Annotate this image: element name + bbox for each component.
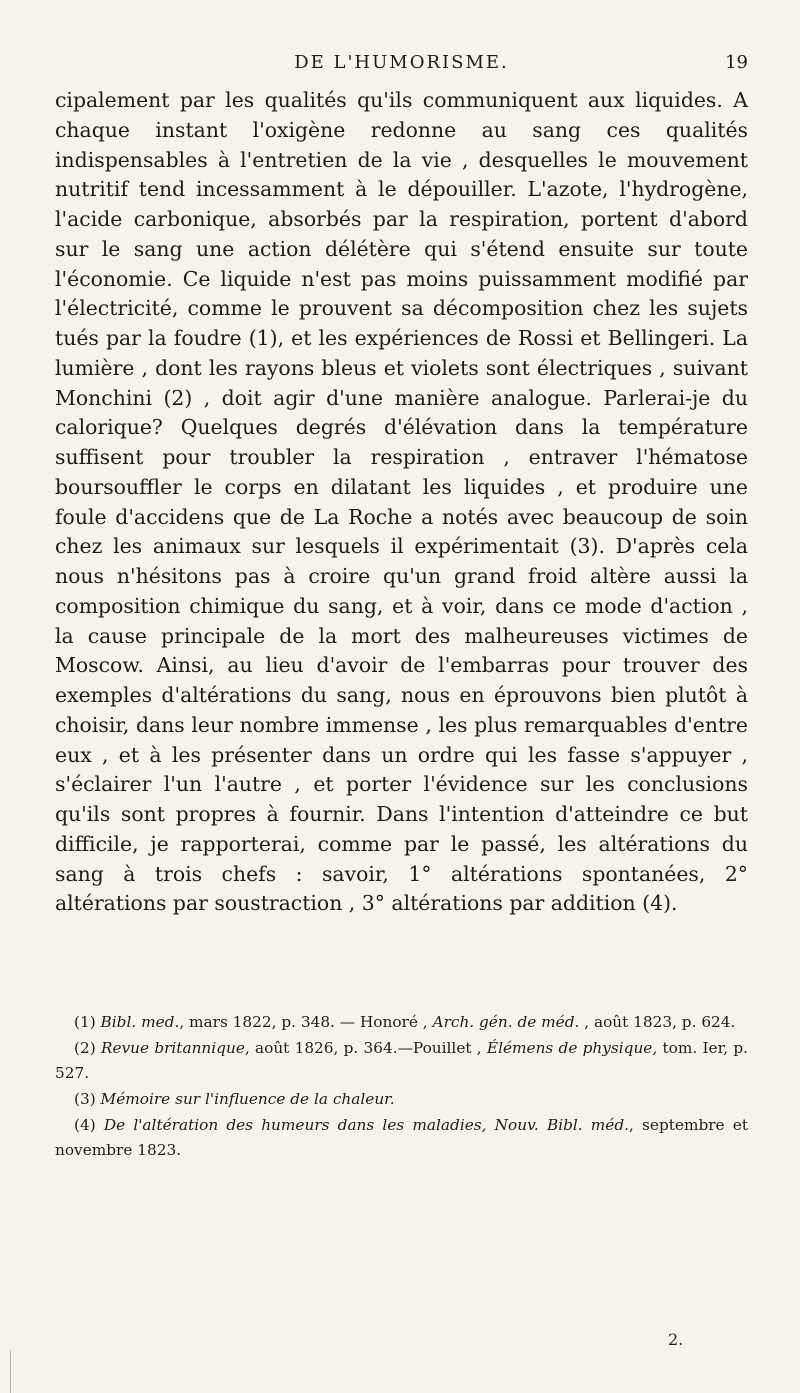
footnote-text: , mars 1822, p. 348. — Honoré ,: [179, 1013, 433, 1031]
footnote: [55, 1010, 748, 1035]
footnote-text: , septembre et novembre 1823.: [55, 1116, 748, 1159]
footnote-source: De l'altération des humeurs dans les maladies, Nouv. Bibl. méd.: [103, 1116, 630, 1134]
footnotes: [55, 1010, 748, 1164]
running-title: DE L'HUMORISME.: [294, 52, 509, 73]
running-head: [55, 52, 748, 80]
footnote-source: Élémens de physique,: [486, 1039, 658, 1057]
page-number: 19: [725, 52, 748, 73]
footnote: [55, 1113, 748, 1163]
footnote-source: Bibl. med.: [100, 1013, 180, 1031]
footnote-marker: (2): [74, 1039, 96, 1057]
footnote-marker: (1): [74, 1013, 96, 1031]
body-paragraph: cipalement par les qualités qu'ils communiquent aux liquides. A chaque instant l'oxigène redonne au sang ces qualités indispensables à l'entretien de la vie , desquelles le mouvement nutritif tend incessamment à le dépouiller. L'azote, l'hydrogène, l'acide carbonique, absorbés par la respiration, portent d'abord sur le sang une action délétère qui s'étend ensuite sur toute l'économie. Ce liquide n'est pas moins puissamment modifié par l'électricité, comme le prouvent sa décomposition chez les sujets tués par la foudre (1), et les expériences de Rossi et Bellingeri. La lumière , dont les rayons bleus et violets sont électriques , suivant Monchini (2) , doit agir d'une manière analogue. Parlerai-je du calorique? Quelques degrés d'élévation dans la température suffisent pour troubler la respiration , entraver l'hématose boursouffler le corps en dilatant les liquides , et produire une foule d'accidens que de La Roche a notés avec beaucoup de soin chez les animaux sur lesquels il expérimentait (3). D'après cela nous n'hésitons pas à croire qu'un grand froid altère aussi la composition chimique du sang, et à voir, dans ce mode d'action , la cause principale de la mort des malheureuses victimes de Moscow. Ainsi, au lieu d'avoir de l'embarras pour trouver des exemples d'altérations du sang, nous en éprouvons bien plutôt à choisir, dans leur nombre immense , les plus remarquables d'entre eux , et à les présenter dans un ordre qui les fasse s'appuyer , s'éclairer l'un l'autre , et porter l'évidence sur les conclusions qu'ils sont propres à fournir. Dans l'intention d'atteindre ce but difficile, je rapporterai, comme par le passé, les altérations du sang à trois chefs : savoir, 1° altérations spontanées, 2° altérations par soustraction , 3° altérations par addition (4).: [55, 88, 748, 916]
footnote-marker: (4): [74, 1116, 96, 1134]
footnote-text: , août 1823, p. 624.: [579, 1013, 736, 1031]
footnote-marker: (3): [74, 1090, 96, 1108]
footnote-source: Arch. gén. de méd.: [432, 1013, 580, 1031]
footnote-text: , août 1826, p. 364.—Pouillet ,: [244, 1039, 487, 1057]
footnote-source: Mémoire sur l'influence de la chaleur.: [100, 1090, 395, 1108]
page-fold-line: [10, 1350, 11, 1393]
footnote: [55, 1087, 748, 1112]
signature-mark: 2.: [668, 1330, 684, 1349]
footnote-source: Revue britannique: [100, 1039, 245, 1057]
footnote-text: tom. Ier, p. 527.: [55, 1039, 748, 1082]
footnote: [55, 1036, 748, 1086]
